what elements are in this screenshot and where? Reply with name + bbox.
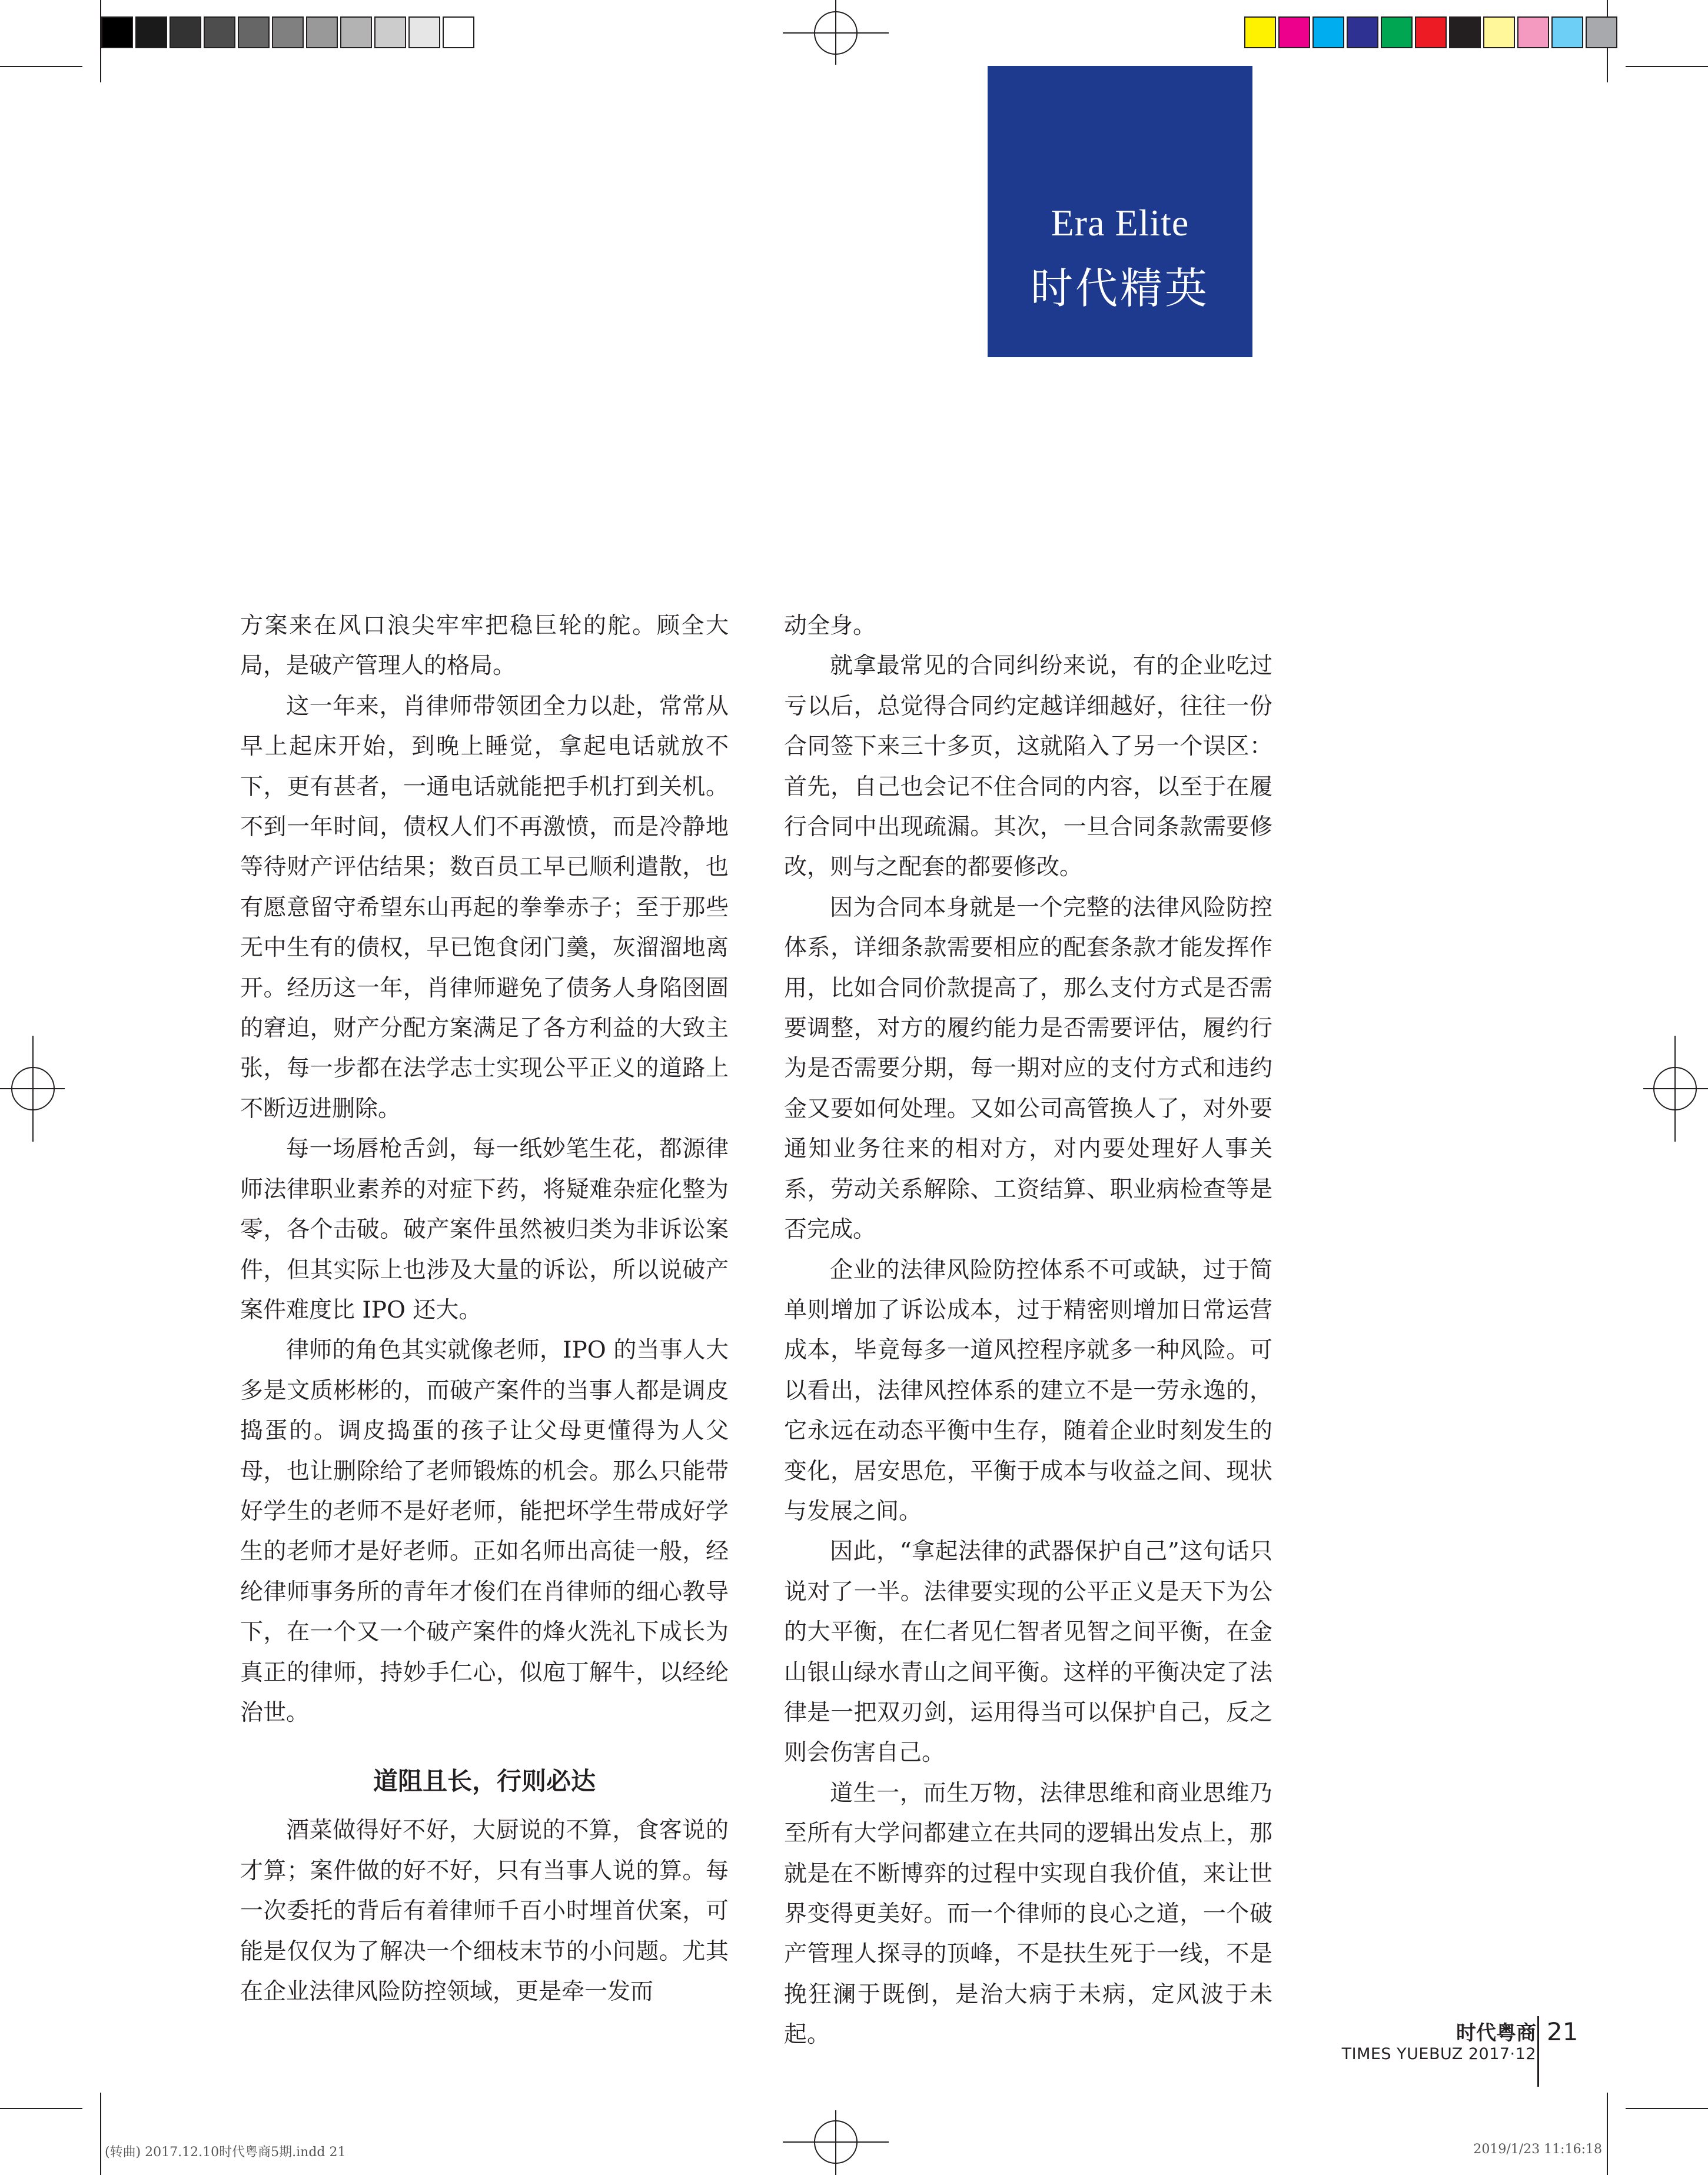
color-swatch bbox=[374, 16, 406, 48]
color-swatch bbox=[1586, 16, 1617, 48]
paragraph: 动全身。 bbox=[784, 613, 876, 639]
paragraph: 因此，“拿起法律的武器保护自己”这句话只说对了一半。法律要实现的公平正义是天下为公的大平衡，在仁者见仁智者见智之间平衡，在金山银山绿水青山之间平衡。这样的平衡决定了法律是一把双刃剑，运用得当可以保护自己，反之则会伤害自己。 bbox=[784, 1538, 1272, 1767]
color-swatch bbox=[340, 16, 372, 48]
registration-mark-bottom bbox=[783, 2110, 889, 2175]
paragraph: 律师的角色其实就像老师，IPO 的当事人大多是文质彬彬的，而破产案件的当事人都是调皮捣蛋的。调皮捣蛋的孩子让父母更懂得为人父母，也让删除给了老师锻炼的机会。那么只能带好学生的老师不是好老师，能把坏学生带成好学生的老师才是好老师。正如名师出高徒一般，经纶律师事务所的青年才俊们在肖律师的细心教导下，在一个又一个破产案件的烽火洗礼下成长为真正的律师，持妙手仁心，似庖丁解牛，以经纶治世。 bbox=[240, 1337, 729, 1726]
paragraph: 因为合同本身就是一个完整的法律风险防控体系，详细条款需要相应的配套条款才能发挥作用，比如合同价款提高了，那么支付方式是否需要调整，对方的履约能力是否需要评估，履约行为是否需要分期，每一期对应的支付方式和违约金又要如何处理。又如公司高管换人了，对外要通知业务往来的相对方，对内要处理好人事关系，劳动关系解除、工资结算、职业病检查等是否完成。 bbox=[784, 894, 1272, 1243]
color-swatch bbox=[1483, 16, 1515, 48]
crop-mark bbox=[1626, 66, 1708, 67]
magazine-name-en: TIMES YUEBUZ 2017·12 bbox=[1341, 2045, 1536, 2063]
crop-mark bbox=[0, 2108, 82, 2109]
color-swatch bbox=[238, 16, 270, 48]
registration-mark-top bbox=[783, 0, 889, 65]
section-title-en: Era Elite bbox=[1051, 202, 1189, 244]
grayscale-color-bar bbox=[101, 16, 477, 48]
color-swatch bbox=[170, 16, 201, 48]
paragraph: 方案来在风口浪尖牢牢把稳巨轮的舵。顾全大局，是破产管理人的格局。 bbox=[240, 613, 729, 680]
color-swatch bbox=[204, 16, 235, 48]
color-swatch bbox=[1347, 16, 1378, 48]
color-swatch bbox=[1415, 16, 1447, 48]
color-swatch bbox=[272, 16, 304, 48]
paragraph: 企业的法律风险防控体系不可或缺，过于简单则增加了诉讼成本，过于精密则增加日常运营成本，毕竟每多一道风控程序就多一种风险。可以看出，法律风控体系的建立不是一劳永逸的，它永远在动态平衡中生存，随着企业时刻发生的变化，居安思危，平衡于成本与收益之间、现状与发展之间。 bbox=[784, 1256, 1272, 1525]
color-swatch bbox=[1312, 16, 1344, 48]
registration-mark-left bbox=[0, 1036, 65, 1142]
color-swatch bbox=[1278, 16, 1310, 48]
crop-mark bbox=[1607, 2093, 1608, 2175]
color-swatch bbox=[443, 16, 474, 48]
color-swatch bbox=[1449, 16, 1481, 48]
paragraph: 每一场唇枪舌剑，每一纸妙笔生花，都源律师法律职业素养的对症下药，将疑难杂症化整为零，各个击破。破产案件虽然被归类为非诉讼案件，但其实际上也涉及大量的诉讼，所以说破产案件难度比 IPO 还大。 bbox=[240, 1136, 729, 1323]
magazine-footer bbox=[1342, 2022, 1536, 2064]
color-swatch bbox=[135, 16, 167, 48]
paragraph: 这一年来，肖律师带领团全力以赴，常常从早上起床开始，到晚上睡觉，拿起电话就放不下，更有甚者，一通电话就能把手机打到关机。不到一年时间，债权人们不再激愤，而是冷静地等待财产评估结果；数百员工早已顺利遣散，也有愿意留守希望东山再起的拳拳赤子；至于那些无中生有的债权，早已饱食闭门羹，灰溜溜地离开。经历这一年，肖律师避免了债务人身陷囹圄的窘迫，财产分配方案满足了各方利益的大致主张，每一步都在法学志士实现公平正义的道路上不断迈进删除。 bbox=[240, 693, 729, 1122]
article-column-left bbox=[240, 606, 729, 2012]
process-color-bar bbox=[1244, 16, 1620, 48]
color-swatch bbox=[1551, 16, 1583, 48]
footer-divider bbox=[1537, 2016, 1539, 2087]
section-subheading: 道阻且长，行则必达 bbox=[373, 1767, 596, 1796]
page-number: 21 bbox=[1547, 2017, 1579, 2046]
registration-mark-right bbox=[1643, 1036, 1708, 1142]
section-title-zh: 时代精英 bbox=[1030, 264, 1209, 313]
print-slug-date: 2019/1/23 11:16:18 bbox=[1473, 2142, 1602, 2157]
color-swatch bbox=[306, 16, 338, 48]
color-swatch bbox=[1517, 16, 1549, 48]
paragraph: 酒菜做得好不好，大厨说的不算，食客说的才算；案件做的好不好，只有当事人说的算。每一次委托的背后有着律师千百小时埋首伏案，可能是仅仅为了解决一个细枝末节的小问题。尤其在企业法律风险防控领域，更是牵一发而 bbox=[240, 1817, 729, 2005]
color-swatch bbox=[408, 16, 440, 48]
color-swatch bbox=[101, 16, 133, 48]
paragraph: 就拿最常见的合同纠纷来说，有的企业吃过亏以后，总觉得合同约定越详细越好，往往一份合同签下来三十多页，这就陷入了另一个误区：首先，自己也会记不住合同的内容，以至于在履行合同中出现疏漏。其次，一旦合同条款需要修改，则与之配套的都要修改。 bbox=[784, 653, 1272, 881]
color-swatch bbox=[1381, 16, 1413, 48]
magazine-name-zh: 时代粤商 bbox=[1456, 2021, 1536, 2045]
article-column-right bbox=[784, 606, 1272, 2056]
paragraph: 道生一，而生万物，法律思维和商业思维乃至所有大学问都建立在共同的逻辑出发点上，那就是在不断博弈的过程中实现自我价值，来让世界变得更美好。而一个律师的良心之道，一个破产管理人探寻的顶峰，不是扶生死于一线，不是挽狂澜于既倒，是治大病于未病，定风波于未起。 bbox=[784, 1780, 1272, 2048]
section-header-block bbox=[988, 66, 1252, 357]
print-slug-file: (转曲) 2017.12.10时代粤商5期.indd 21 bbox=[105, 2145, 346, 2160]
color-swatch bbox=[1244, 16, 1276, 48]
crop-mark bbox=[0, 66, 82, 67]
crop-mark bbox=[1626, 2108, 1708, 2109]
crop-mark bbox=[100, 2093, 101, 2175]
